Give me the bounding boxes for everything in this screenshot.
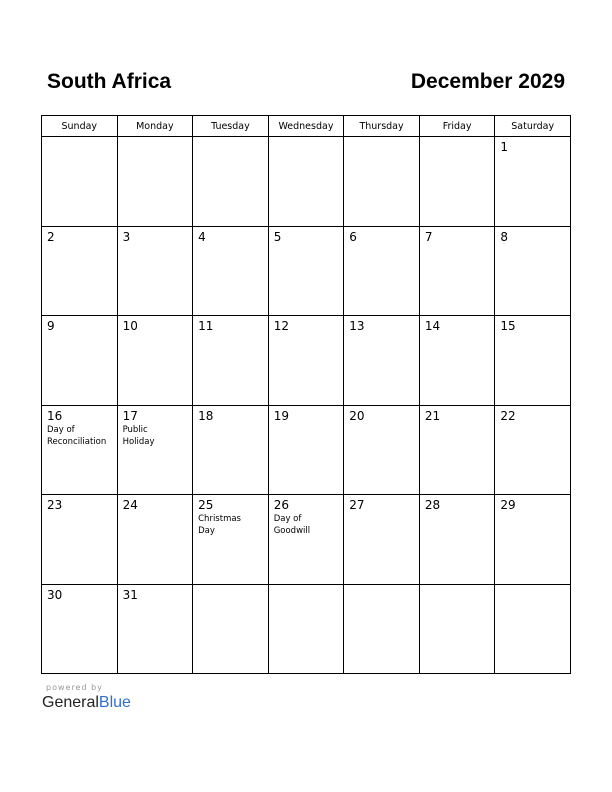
day-cell — [344, 584, 420, 674]
day-number — [420, 585, 495, 589]
week-row — [42, 405, 571, 495]
day-cell — [117, 316, 193, 406]
day-number: 16 — [47, 408, 63, 423]
day-cell — [117, 226, 193, 316]
day-number — [420, 137, 495, 141]
day-cell — [344, 316, 420, 406]
day-cell — [42, 316, 118, 406]
day-number: 30 — [47, 587, 63, 602]
day-cell — [495, 137, 571, 227]
day-number: 6 — [349, 229, 357, 244]
day-cell — [42, 584, 118, 674]
day-number: 21 — [424, 408, 441, 423]
day-cell — [193, 226, 269, 316]
week-row — [42, 584, 571, 674]
day-cell — [495, 405, 571, 495]
day-number: 13 — [349, 319, 365, 333]
day-number: 5 — [273, 229, 282, 244]
day-cell — [117, 584, 193, 674]
day-cell — [193, 405, 269, 495]
day-number — [495, 585, 570, 589]
day-number — [193, 137, 268, 141]
generalblue-logo[interactable] — [42, 694, 131, 712]
day-number: 27 — [349, 498, 365, 512]
day-cell — [193, 316, 269, 406]
day-number: 18 — [198, 408, 214, 423]
day-cell — [495, 495, 571, 585]
day-cell — [117, 405, 193, 495]
week-row — [42, 137, 571, 227]
day-number — [42, 137, 117, 141]
day-cell — [268, 316, 344, 406]
day-number: 20 — [349, 408, 365, 423]
day-cell — [419, 226, 495, 316]
month-year-title: December 2029 — [410, 70, 565, 93]
country-title: South Africa — [47, 70, 172, 93]
holiday-label: Day of — [273, 514, 302, 524]
day-cell — [344, 495, 420, 585]
day-number — [269, 585, 344, 589]
day-cell — [117, 137, 193, 227]
calendar-body — [42, 137, 571, 674]
holiday-label: Day of — [47, 424, 75, 435]
day-number: 4 — [198, 229, 206, 244]
day-number: 28 — [424, 498, 441, 512]
day-number: 9 — [47, 319, 55, 333]
day-number — [193, 585, 268, 589]
day-cell — [419, 137, 495, 227]
day-number — [269, 137, 344, 141]
day-number: 19 — [273, 408, 289, 423]
holiday-label: Holiday — [122, 436, 155, 447]
brand-general: General — [42, 694, 99, 711]
weekday-wednesday: Wednesday — [268, 116, 344, 137]
day-cell — [495, 316, 571, 406]
day-number: 24 — [122, 498, 138, 512]
calendar-grid — [41, 115, 571, 674]
day-number — [344, 137, 419, 141]
powered-by-text: powered by — [46, 683, 103, 692]
day-cell — [268, 495, 344, 585]
day-cell — [268, 405, 344, 495]
day-number: 10 — [122, 319, 138, 333]
day-number: 29 — [500, 498, 516, 512]
day-cell — [42, 226, 118, 316]
day-cell — [42, 495, 118, 585]
weekday-sunday: Sunday — [42, 116, 118, 137]
holiday-label: Christmas — [198, 514, 241, 524]
weekday-saturday: Saturday — [495, 116, 571, 137]
day-cell — [419, 405, 495, 495]
day-cell — [268, 137, 344, 227]
day-cell — [344, 405, 420, 495]
day-cell — [268, 584, 344, 674]
day-number: 1 — [500, 140, 509, 154]
weekday-monday: Monday — [117, 116, 193, 137]
day-number: 17 — [122, 408, 138, 423]
day-cell — [42, 405, 118, 495]
day-cell — [419, 584, 495, 674]
holiday-label: Goodwill — [273, 526, 311, 536]
day-number: 31 — [122, 587, 138, 602]
day-cell — [344, 226, 420, 316]
day-number: 8 — [500, 229, 509, 244]
day-number: 26 — [273, 498, 289, 512]
day-cell — [344, 137, 420, 227]
day-number: 7 — [424, 229, 433, 244]
day-cell — [419, 316, 495, 406]
day-number: 23 — [47, 498, 63, 512]
day-number: 11 — [198, 319, 214, 333]
brand-blue: Blue — [98, 694, 131, 711]
day-cell — [495, 584, 571, 674]
day-number: 12 — [273, 319, 289, 333]
weekday-friday: Friday — [419, 116, 495, 137]
day-number — [344, 585, 419, 589]
week-row — [42, 495, 571, 585]
day-cell — [419, 495, 495, 585]
day-cell — [193, 137, 269, 227]
day-cell — [193, 495, 269, 585]
day-cell — [193, 584, 269, 674]
weekday-tuesday: Tuesday — [193, 116, 269, 137]
holiday-label: Public — [122, 424, 148, 435]
weekday-thursday: Thursday — [344, 116, 420, 137]
day-cell — [268, 226, 344, 316]
week-row — [42, 316, 571, 406]
day-number: 25 — [198, 498, 214, 512]
day-cell — [495, 226, 571, 316]
day-number: 15 — [500, 319, 516, 333]
day-number: 14 — [424, 319, 441, 333]
day-number: 22 — [500, 408, 516, 423]
day-number: 2 — [47, 229, 55, 244]
holiday-label: Day — [198, 526, 215, 536]
week-row — [42, 226, 571, 316]
day-number — [118, 137, 193, 141]
day-cell — [117, 495, 193, 585]
day-cell — [42, 137, 118, 227]
day-number: 3 — [122, 229, 131, 244]
holiday-label: Reconciliation — [47, 436, 107, 447]
weekday-header-row — [42, 116, 571, 137]
